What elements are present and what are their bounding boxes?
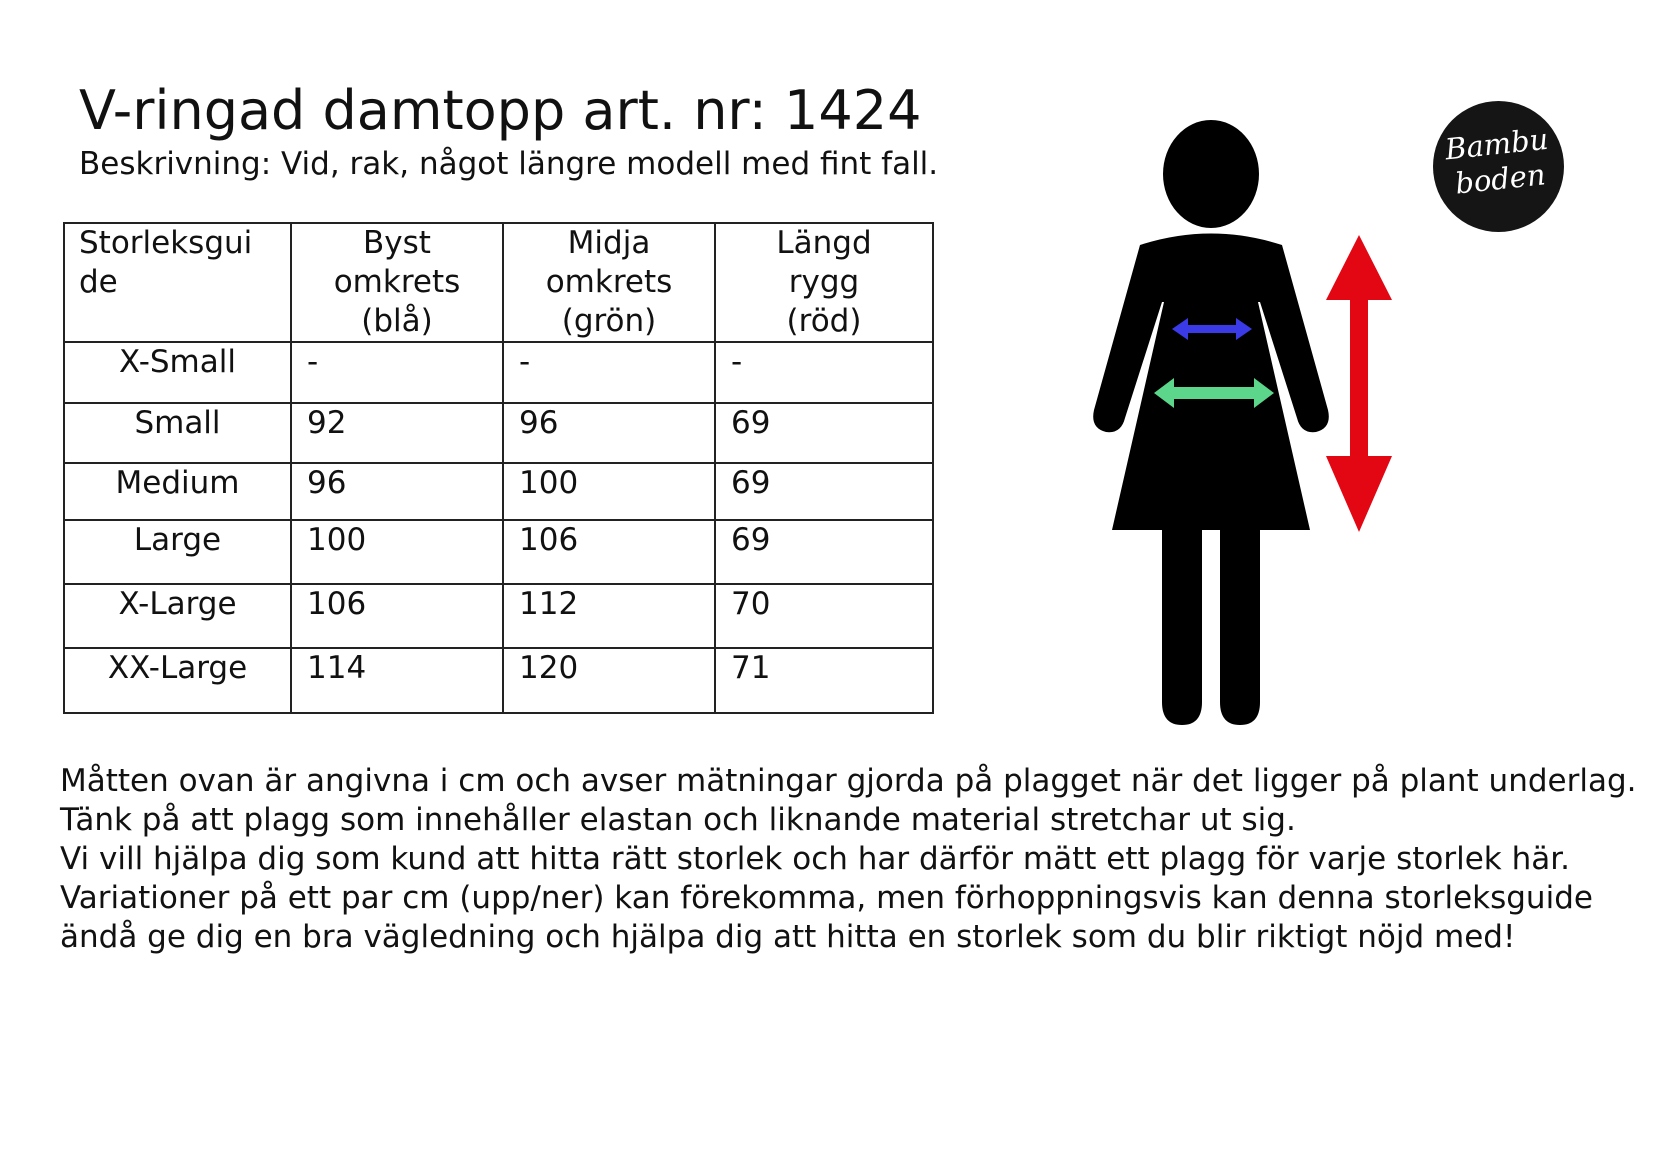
table-row bbox=[64, 463, 933, 520]
table-row bbox=[64, 648, 933, 713]
bambuboden-logo bbox=[1433, 101, 1564, 232]
header-line: (blå) bbox=[361, 303, 433, 339]
header-bust bbox=[291, 223, 503, 342]
length-cell: 69 bbox=[715, 520, 933, 584]
header-line: rygg bbox=[788, 264, 860, 300]
bust-cell: - bbox=[291, 342, 503, 403]
waist-cell: 96 bbox=[503, 403, 715, 463]
measurement-notes bbox=[60, 762, 1640, 957]
note-paragraph: Vi vill hjälpa dig som kund att hitta rätt storlek och har därför mätt ett plagg för varje storlek här. Variationer på ett par cm (upp/ner) kan förekomma, men förhoppningsvis kan denna storleksguide ändå ge dig en bra vägledning och hjälpa dig att hitta en storlek som du blir riktigt nöjd med! bbox=[60, 841, 1593, 955]
product-description: Beskrivning: Vid, rak, något längre modell med fint fall. bbox=[79, 146, 939, 182]
note-paragraph: Tänk på att plagg som innehåller elastan och liknande material stretchar ut sig. bbox=[60, 802, 1296, 838]
header-line: de bbox=[79, 264, 118, 300]
logo-line: boden bbox=[1453, 157, 1548, 201]
size-cell: Small bbox=[64, 403, 291, 463]
page-title: V-ringad damtopp art. nr: 1424 bbox=[79, 79, 922, 142]
size-cell: Medium bbox=[64, 463, 291, 520]
size-guide-table bbox=[63, 222, 934, 714]
bust-cell: 96 bbox=[291, 463, 503, 520]
waist-cell: 120 bbox=[503, 648, 715, 713]
header-length bbox=[715, 223, 933, 342]
header-line: Midja bbox=[567, 225, 651, 261]
logo-line: Bambu bbox=[1443, 121, 1550, 167]
note-paragraph: Måtten ovan är angivna i cm och avser mätningar gjorda på plagget när det ligger på plant underlag. bbox=[60, 763, 1637, 799]
table-row bbox=[64, 342, 933, 403]
header-line: Byst bbox=[363, 225, 431, 261]
table-row bbox=[64, 584, 933, 648]
woman-figure-icon bbox=[1070, 110, 1400, 735]
waist-cell: 112 bbox=[503, 584, 715, 648]
length-cell: 69 bbox=[715, 463, 933, 520]
table-row bbox=[64, 403, 933, 463]
header-waist bbox=[503, 223, 715, 342]
length-cell: 69 bbox=[715, 403, 933, 463]
table-row bbox=[64, 520, 933, 584]
header-line: omkrets bbox=[545, 264, 673, 300]
header-line: omkrets bbox=[333, 264, 461, 300]
header-line: Längd bbox=[776, 225, 872, 261]
size-cell: XX-Large bbox=[64, 648, 291, 713]
length-arrow-icon bbox=[1326, 235, 1392, 532]
bust-cell: 100 bbox=[291, 520, 503, 584]
figure-silhouette bbox=[1093, 120, 1329, 725]
waist-cell: 100 bbox=[503, 463, 715, 520]
table-header-row bbox=[64, 223, 933, 342]
header-line: (grön) bbox=[561, 303, 657, 339]
figure-right-leg bbox=[1220, 525, 1260, 725]
size-cell: Large bbox=[64, 520, 291, 584]
figure-torso-dress bbox=[1093, 234, 1329, 531]
header-size-guide bbox=[64, 223, 291, 342]
size-cell: X-Large bbox=[64, 584, 291, 648]
logo-wordmark bbox=[1433, 120, 1564, 203]
length-cell: 70 bbox=[715, 584, 933, 648]
figure-left-leg bbox=[1162, 525, 1202, 725]
length-cell: - bbox=[715, 342, 933, 403]
header-line: Storleksgui bbox=[79, 225, 253, 261]
waist-cell: 106 bbox=[503, 520, 715, 584]
waist-cell: - bbox=[503, 342, 715, 403]
figure-head bbox=[1163, 120, 1259, 228]
header-line: (röd) bbox=[786, 303, 862, 339]
length-arrow-shape bbox=[1326, 235, 1392, 532]
bust-cell: 92 bbox=[291, 403, 503, 463]
bust-cell: 106 bbox=[291, 584, 503, 648]
length-cell: 71 bbox=[715, 648, 933, 713]
size-cell: X-Small bbox=[64, 342, 291, 403]
bust-cell: 114 bbox=[291, 648, 503, 713]
